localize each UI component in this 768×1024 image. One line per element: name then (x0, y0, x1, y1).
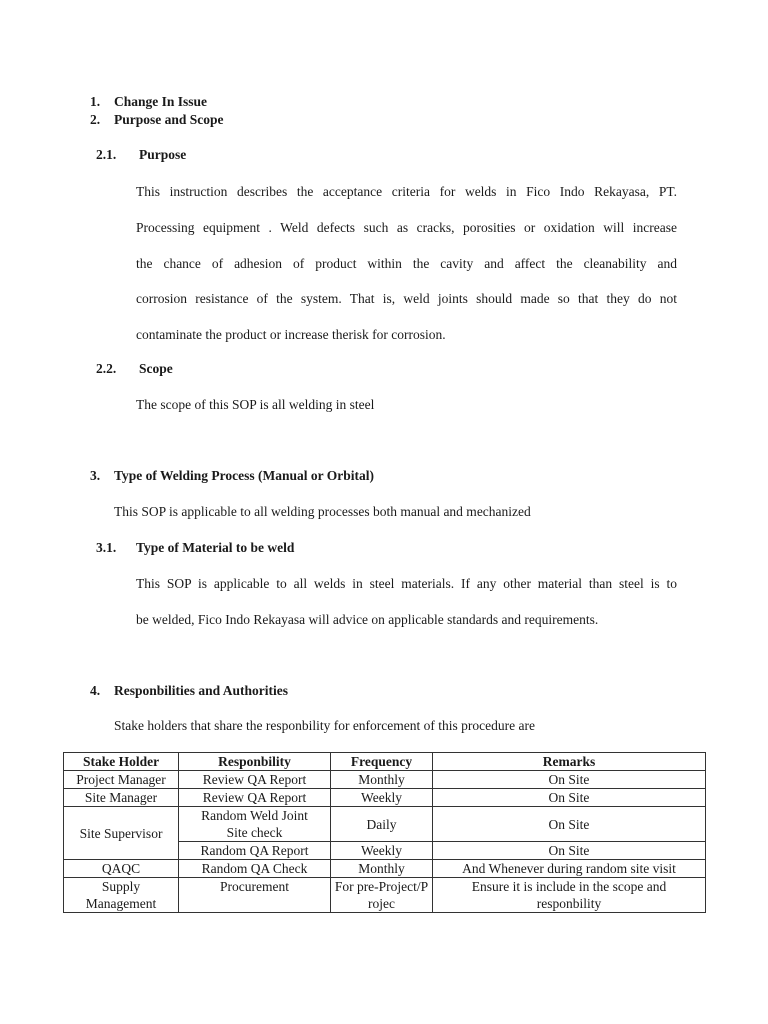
section-2-2-title: Scope (139, 361, 173, 376)
cell-frequency: Monthly (331, 860, 433, 878)
material-paragraph (136, 566, 677, 638)
list-item-2-text: Purpose and Scope (114, 112, 224, 127)
section-4-number: 4. (90, 683, 101, 698)
cell-stake-holder: QAQC (64, 860, 179, 878)
header-remarks: Remarks (433, 753, 706, 771)
table-row (64, 860, 706, 878)
material-line-1: This SOP is applicable to all welds in steel materials. If any other material than steel is to (136, 576, 677, 591)
table-header-row (64, 753, 706, 771)
cell-stake-holder: Site Manager (64, 789, 179, 807)
section-4-text: Stake holders that share the responbility for enforcement of this procedure are (114, 718, 535, 733)
table-row (64, 807, 706, 842)
material-line-2: be welded, Fico Indo Rekayasa will advice on applicable standards and requirements. (136, 611, 599, 627)
header-frequency: Frequency (331, 753, 433, 771)
purpose-line-4: corrosion resistance of the system. That is, weld joints should made so that they do not (136, 291, 677, 307)
cell-stake-holder: Site Supervisor (64, 807, 179, 860)
header-responbility: Responbility (179, 753, 331, 771)
cell-responbility: Random Weld Joint Site check (179, 807, 331, 842)
cell-frequency: Weekly (331, 842, 433, 860)
purpose-paragraph (136, 174, 677, 353)
cell-remarks: On Site (433, 789, 706, 807)
list-item-1-number: 1. (90, 94, 101, 109)
table-row (64, 878, 706, 913)
cell-remarks: And Whenever during random site visit (433, 860, 706, 878)
section-4-title: Responbilities and Authorities (114, 683, 289, 698)
stakeholder-table (63, 752, 706, 913)
section-3-title: Type of Welding Process (Manual or Orbital) (114, 468, 375, 483)
cell-stake-holder: Project Manager (64, 771, 179, 789)
cell-frequency: Daily (331, 807, 433, 842)
section-3-text: This SOP is applicable to all welding processes both manual and mechanized (114, 504, 531, 519)
cell-responbility: Review QA Report (179, 789, 331, 807)
cell-remarks: Ensure it is include in the scope and responbility (433, 878, 706, 913)
scope-text: The scope of this SOP is all welding in steel (136, 397, 375, 412)
cell-responbility: Review QA Report (179, 771, 331, 789)
cell-remarks: On Site (433, 842, 706, 860)
table-row (64, 789, 706, 807)
cell-responbility: Random QA Check (179, 860, 331, 878)
cell-responbility: Random QA Report (179, 842, 331, 860)
section-2-1-title: Purpose (139, 147, 187, 162)
section-2-1-number: 2.1. (96, 147, 117, 162)
purpose-line-5: contaminate the product or increase therisk for corrosion. (136, 327, 446, 343)
list-item-1-text: Change In Issue (114, 94, 208, 109)
cell-remarks: On Site (433, 807, 706, 842)
section-3-1-number: 3.1. (96, 540, 117, 555)
section-2-2-number: 2.2. (96, 361, 117, 376)
list-item-2-number: 2. (90, 112, 101, 127)
table-row (64, 771, 706, 789)
purpose-line-3: the chance of adhesion of product within the cavity and affect the cleanability and (136, 255, 677, 271)
cell-stake-holder: Supply Management (64, 878, 179, 913)
cell-frequency: For pre-Project/Projec (331, 878, 433, 913)
purpose-line-1: This instruction describes the acceptance criteria for welds in Fico Indo Rekayasa, PT. (136, 184, 677, 199)
section-3-number: 3. (90, 468, 101, 483)
purpose-line-2: Processing equipment . Weld defects such as cracks, porosities or oxidation will increase (136, 219, 677, 235)
header-stake-holder: Stake Holder (64, 753, 179, 771)
cell-remarks: On Site (433, 771, 706, 789)
cell-frequency: Monthly (331, 771, 433, 789)
cell-frequency: Weekly (331, 789, 433, 807)
cell-responbility: Procurement (179, 878, 331, 913)
section-3-1-title: Type of Material to be weld (136, 540, 295, 555)
